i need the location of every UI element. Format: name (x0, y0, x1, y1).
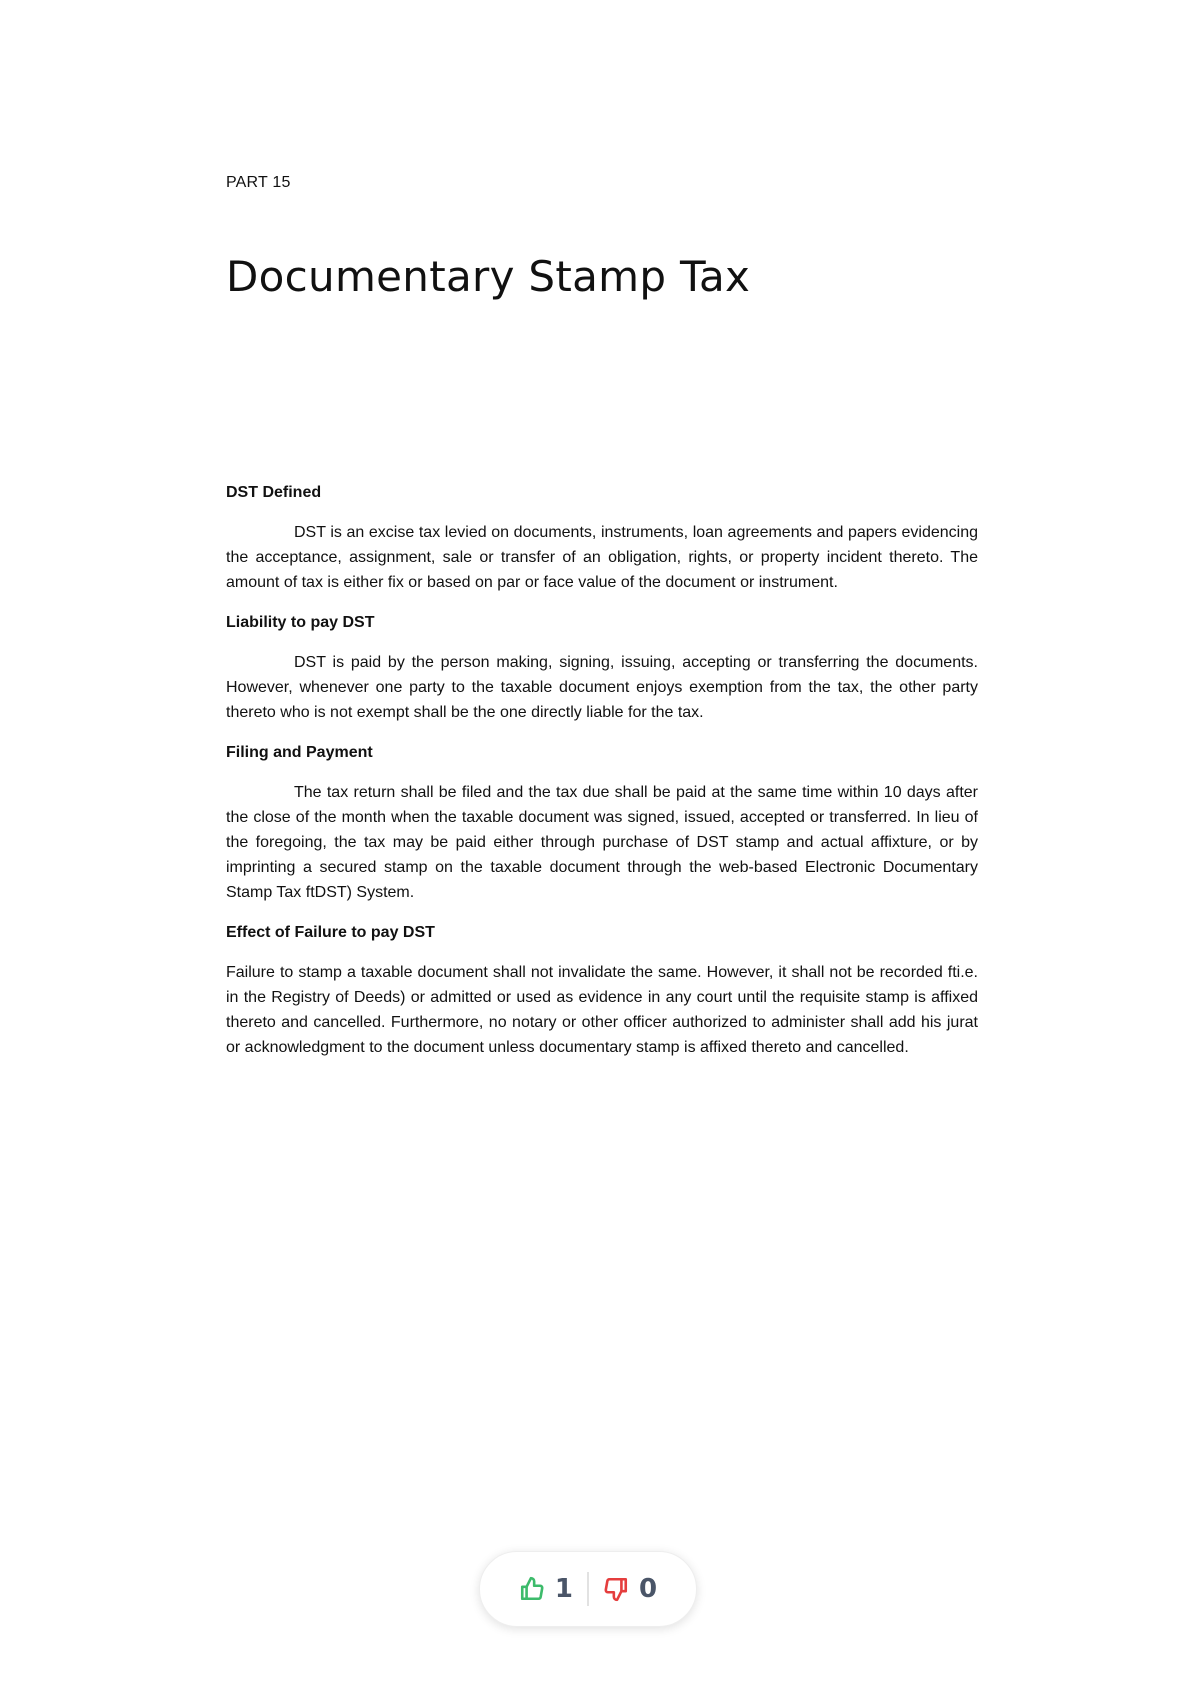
section-heading: Effect of Failure to pay DST (226, 924, 435, 941)
section-heading: Liability to pay DST (226, 614, 375, 631)
section-paragraph: The tax return shall be filed and the tax due shall be paid at the same time within 10 days after the close of the month when the taxable document was signed, issued, accepted or transferred. In lieu of the foregoing, the tax may be paid either through purchase of DST stamp and actual affixture, or by imprinting a secured stamp on the taxable document through the web-based Electronic Documentary Stamp Tax ftDST) System. (226, 784, 978, 901)
thumbs-down-icon (603, 1576, 629, 1602)
upvote-button[interactable] (505, 1574, 587, 1604)
section-dst-defined (226, 480, 978, 595)
part-label: PART 15 (226, 174, 291, 191)
thumbs-up-icon (519, 1576, 545, 1602)
section-failure-effect (226, 920, 978, 1060)
document-body (226, 480, 978, 1075)
downvote-count: 0 (639, 1574, 658, 1604)
section-paragraph: DST is an excise tax levied on documents, instruments, loan agreements and papers evidencing the acceptance, assignment, sale or transfer of an obligation, rights, or property incident thereto. The amount of tax is either fix or based on par or face value of the document or instrument. (226, 524, 978, 591)
page-title: Documentary Stamp Tax (226, 252, 751, 301)
vote-widget (479, 1551, 697, 1627)
section-heading: DST Defined (226, 484, 322, 501)
section-paragraph: DST is paid by the person making, signing, issuing, accepting or transferring the documents. However, whenever one party to the taxable document enjoys exemption from the tax, the other party thereto who is not exempt shall be the one directly liable for the tax. (226, 654, 978, 721)
upvote-count: 1 (554, 1574, 573, 1604)
section-paragraph: Failure to stamp a taxable document shall not invalidate the same. However, it shall not be recorded fti.e. in the Registry of Deeds) or admitted or used as evidence in any court until the requisite stamp is affixed thereto and cancelled. Furthermore, no notary or other officer authorized to administer shall add his jurat or acknowledgment to the document unless documentary stamp is affixed thereto and cancelled. (226, 964, 978, 1056)
section-heading: Filing and Payment (226, 744, 373, 761)
section-filing-payment (226, 740, 978, 905)
downvote-button[interactable] (589, 1574, 671, 1604)
section-liability (226, 610, 978, 725)
